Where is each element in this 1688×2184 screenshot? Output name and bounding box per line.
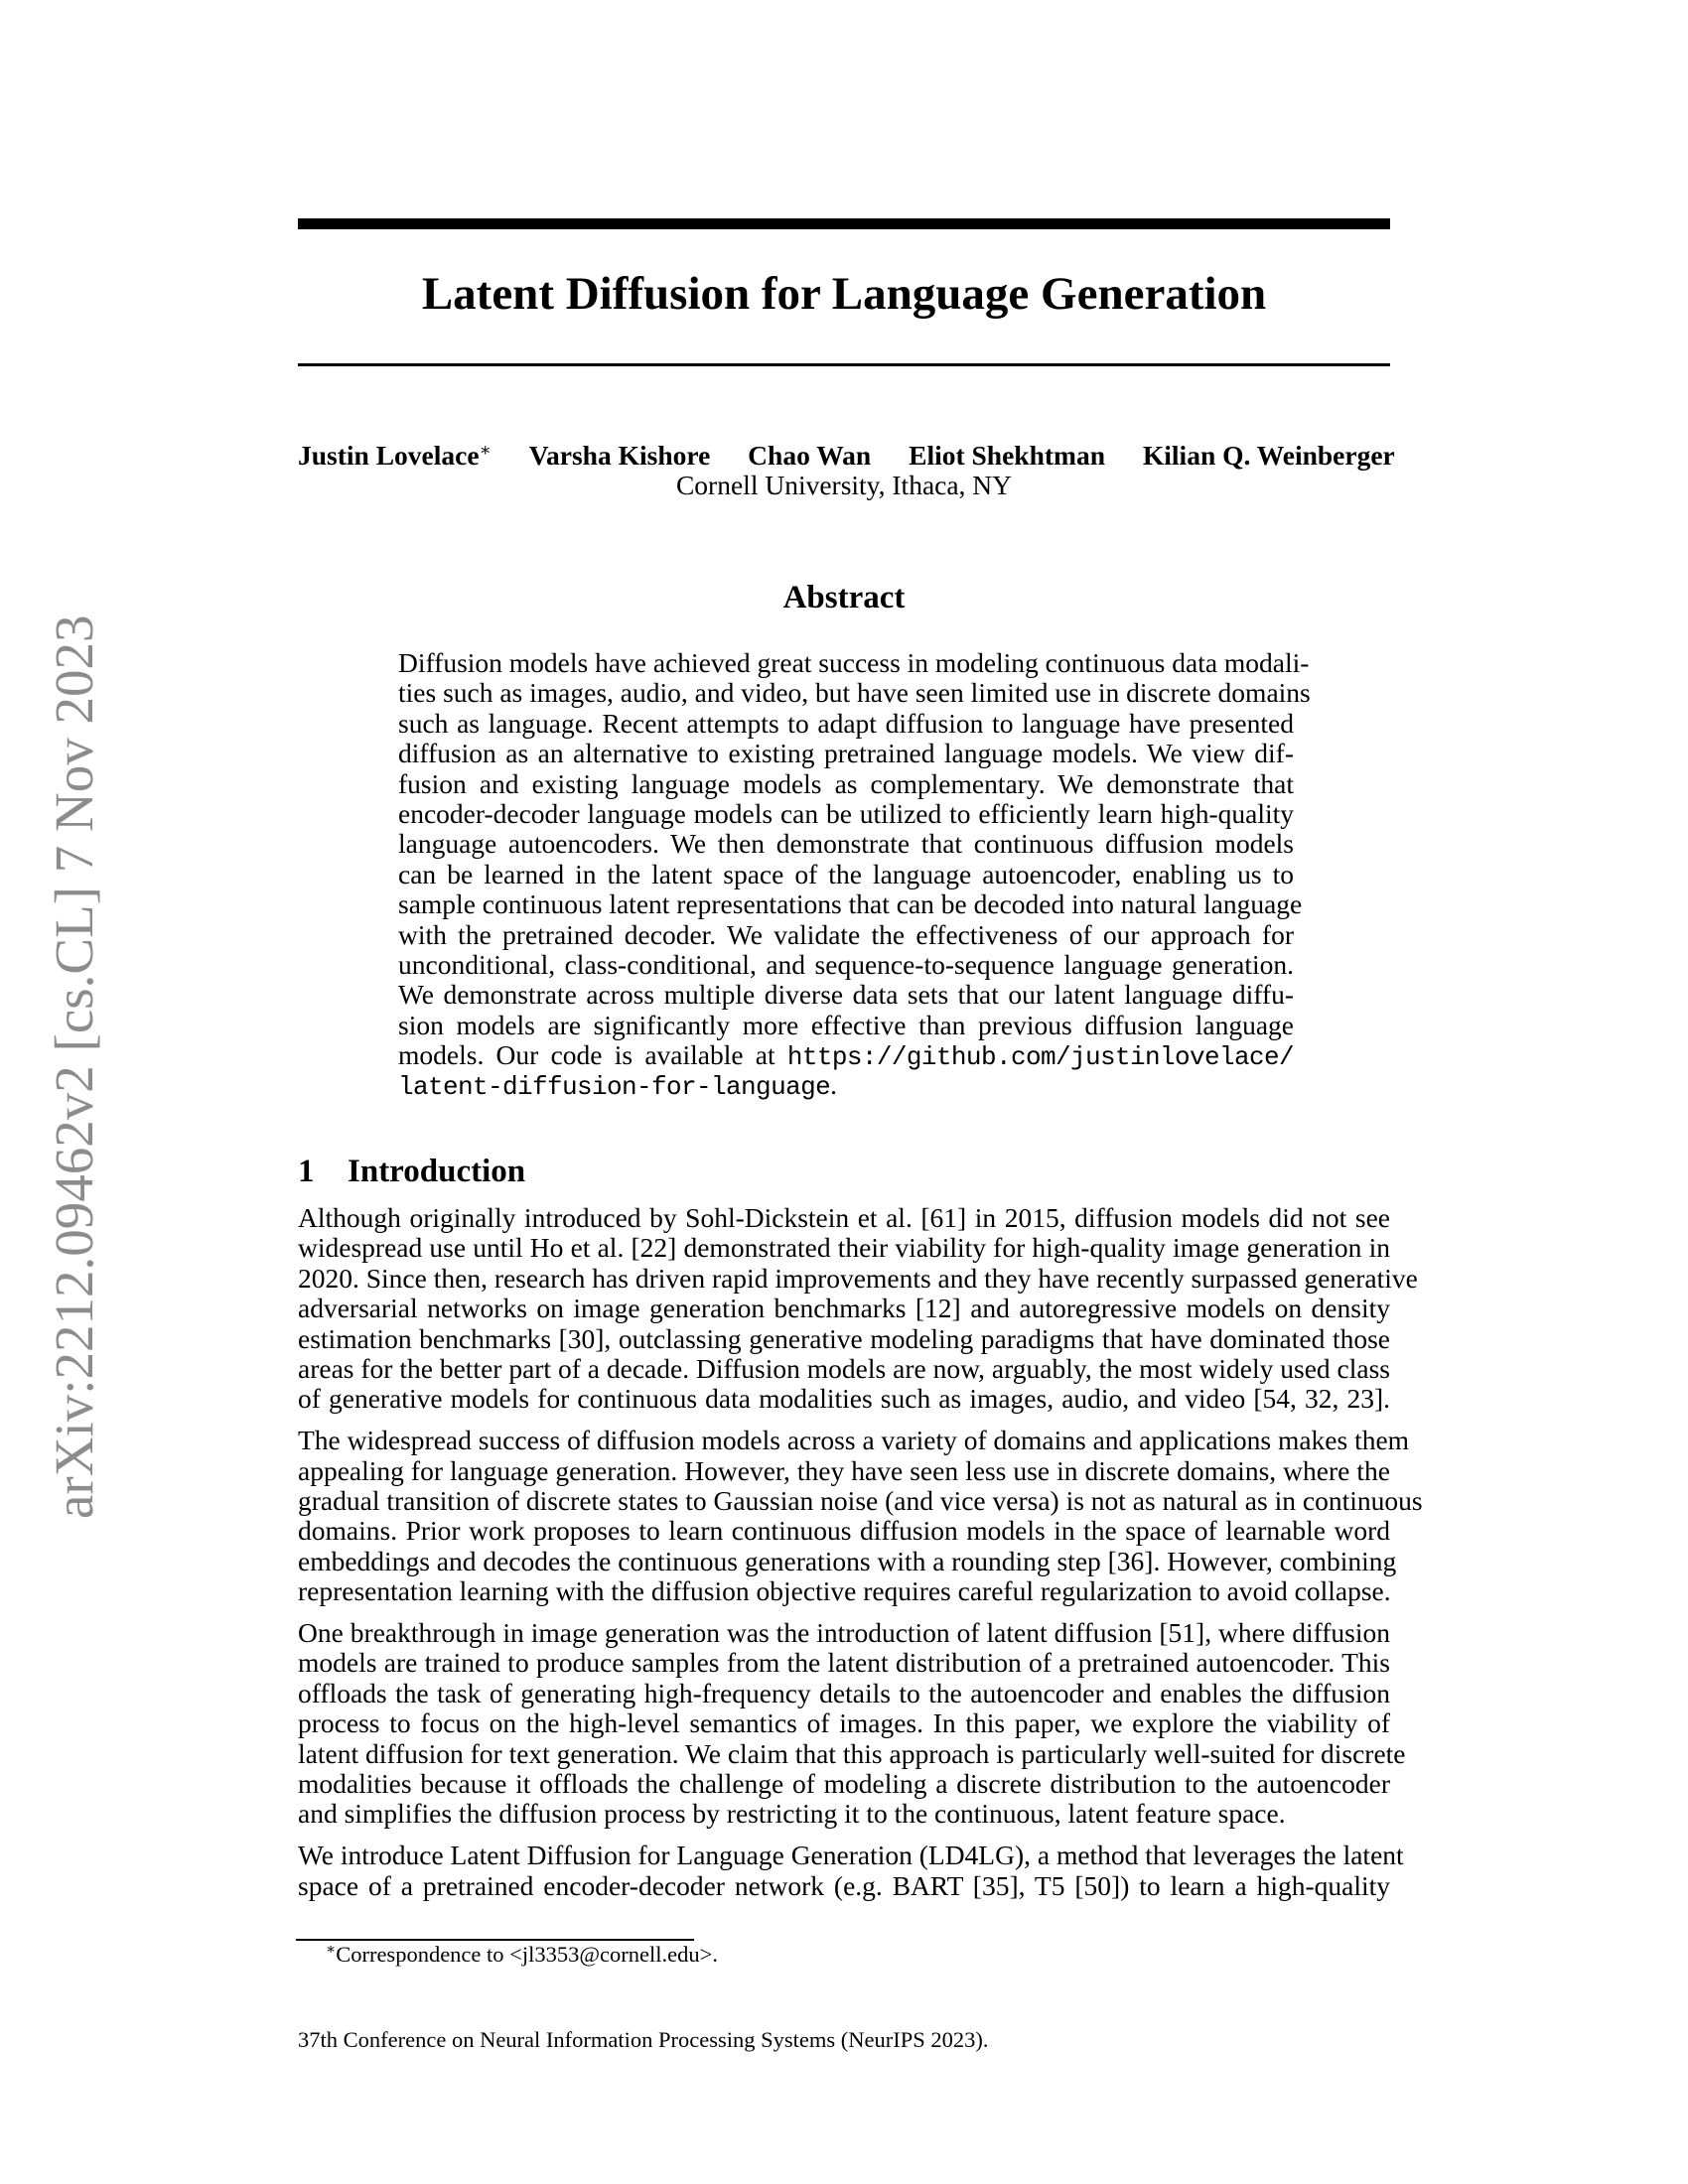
text-line: gradual transition of discrete states to Gaussian noise (and vice versa) is not as natural as in continuous [298, 1485, 1423, 1517]
text-line: adversarial networks on image generation benchmarks [12] and autoregressive models on density [298, 1293, 1390, 1324]
code-url-link[interactable]: latent-diffusion-for-language [398, 1072, 831, 1103]
text-line: embeddings and decodes the continuous generations with a rounding step [36]. However, combining [298, 1545, 1397, 1576]
author-affiliation: Cornell University, Ithaca, NY [675, 470, 1013, 500]
venue-note: 37th Conference on Neural Information Processing Systems (NeurIPS 2023). [298, 2027, 989, 2052]
footnote-text: Correspondence to <jl3353@cornell.edu>. [336, 1942, 718, 1967]
section-title: Introduction [348, 1154, 526, 1189]
abstract-line: unconditional, class-conditional, and sequence-to-sequence language generation. [398, 948, 1294, 980]
abstract-line: We demonstrate across multiple diverse data sets that our latent language diffu- [398, 979, 1294, 1011]
abstract-line: can be learned in the latent space of the language autoencoder, enabling us to [398, 858, 1294, 889]
author-name: Chao Wan [748, 440, 872, 471]
footnote-rule [296, 1939, 694, 1941]
abstract-line: Diffusion models have achieved great success in modeling continuous data modali- [398, 647, 1310, 678]
text-line: models are trained to produce samples from the latent distribution of a pretrained autoencoder. This [298, 1647, 1390, 1679]
text-line: space of a pretrained encoder-decoder network (e.g. BART [35], T5 [50]) to learn a high-quality [298, 1869, 1390, 1901]
paragraph [298, 1202, 1418, 1415]
text-line: The widespread success of diffusion models across a variety of domains and applications makes them [298, 1425, 1410, 1456]
abstract-body [398, 647, 1311, 1103]
paragraph [298, 1617, 1406, 1830]
arxiv-identifier-stamp: arXiv:2212.09462v2 [cs.CL] 7 Nov 2023 [44, 614, 104, 1519]
paragraph [298, 1840, 1404, 1901]
abstract-heading: Abstract [782, 580, 906, 615]
abstract-line: diffusion as an alternative to existing pretrained language models. We view dif- [398, 738, 1294, 769]
text-line: We introduce Latent Diffusion for Language Generation (LD4LG), a method that leverages the latent [298, 1840, 1404, 1871]
author-name: Kilian Q. Weinberger [1142, 440, 1395, 471]
abstract-line: ties such as images, audio, and video, but have seen limited use in discrete domains [398, 677, 1311, 709]
text-line: Although originally introduced by Sohl-Dickstein et al. [61] in 2015, diffusion models did not see [298, 1202, 1390, 1233]
footnote-mark: ∗ [326, 1942, 337, 1958]
paper-title: Latent Diffusion for Language Generation [421, 268, 1267, 320]
author-name: Justin Lovelace∗ [298, 440, 492, 471]
text-line: of generative models for continuous data modalities such as images, audio, and video [54, 32, 23]. [298, 1383, 1390, 1415]
abstract-line: language autoencoders. We then demonstrate that continuous diffusion models [398, 828, 1294, 860]
section-number: 1 [298, 1154, 315, 1189]
text-line: 2020. Since then, research has driven rapid improvements and they have recently surpassed generative [298, 1262, 1418, 1294]
abstract-line: sample continuous latent representations that can be decoded into natural language [398, 888, 1303, 920]
introduction-body [298, 1202, 1423, 1913]
text-line: One breakthrough in image generation was the introduction of latent diffusion [51], where diffusion [298, 1617, 1390, 1649]
text-line: appealing for language generation. However, they have seen less use in discrete domains, where the [298, 1454, 1390, 1486]
text-line: modalities because it offloads the challenge of modeling a discrete distribution to the autoencoder [298, 1768, 1390, 1800]
author-name: Eliot Shekhtman [909, 440, 1106, 471]
text-line: and simplifies the diffusion process by restricting it to the continuous, latent feature space. [298, 1798, 1286, 1830]
footnote-mark[interactable]: ∗ [479, 440, 492, 460]
abstract-line: sion models are significantly more effective than previous diffusion language [398, 1009, 1294, 1040]
author-list [298, 440, 1395, 472]
abstract-line: encoder-decoder language models can be utilized to efficiently learn high-quality [398, 797, 1294, 829]
footnote [326, 1942, 718, 1968]
text-line: latent diffusion for text generation. We claim that this approach is particularly well-suited for discrete [298, 1737, 1406, 1769]
text-line: areas for the better part of a decade. Diffusion models are now, arguably, the most widely used class [298, 1352, 1390, 1384]
paragraph [298, 1425, 1423, 1607]
text-line: estimation benchmarks [30], outclassing generative modeling paradigms that have dominated those [298, 1322, 1390, 1354]
text-line: representation learning with the diffusion objective requires careful regularization to avoid collapse. [298, 1575, 1391, 1607]
text-line: process to focus on the high-level semantics of images. In this paper, we explore the viability of [298, 1707, 1390, 1739]
text-line: domains. Prior work proposes to learn continuous diffusion models in the space of learnable word [298, 1515, 1390, 1547]
text-line: widespread use until Ho et al. [22] demonstrated their viability for high-quality image generation in [298, 1232, 1390, 1264]
section-heading-introduction [298, 1152, 525, 1191]
code-url-link[interactable]: https://github.com/justinlovelace/ [786, 1042, 1294, 1073]
title-top-rule [298, 218, 1390, 229]
abstract-line: models. Our code is available at https://github.com/justinlovelace/ [398, 1039, 1294, 1073]
abstract-line: fusion and existing language models as complementary. We demonstrate that [398, 767, 1294, 799]
abstract-line: latent-diffusion-for-language. [398, 1069, 837, 1103]
title-bottom-rule [298, 363, 1390, 366]
author-name: Varsha Kishore [528, 440, 711, 471]
abstract-line: such as language. Recent attempts to adapt diffusion to language have presented [398, 707, 1294, 739]
text-line: offloads the task of generating high-frequency details to the autoencoder and enables the diffusion [298, 1677, 1390, 1708]
abstract-line: with the pretrained decoder. We validate the effectiveness of our approach for [398, 918, 1294, 950]
